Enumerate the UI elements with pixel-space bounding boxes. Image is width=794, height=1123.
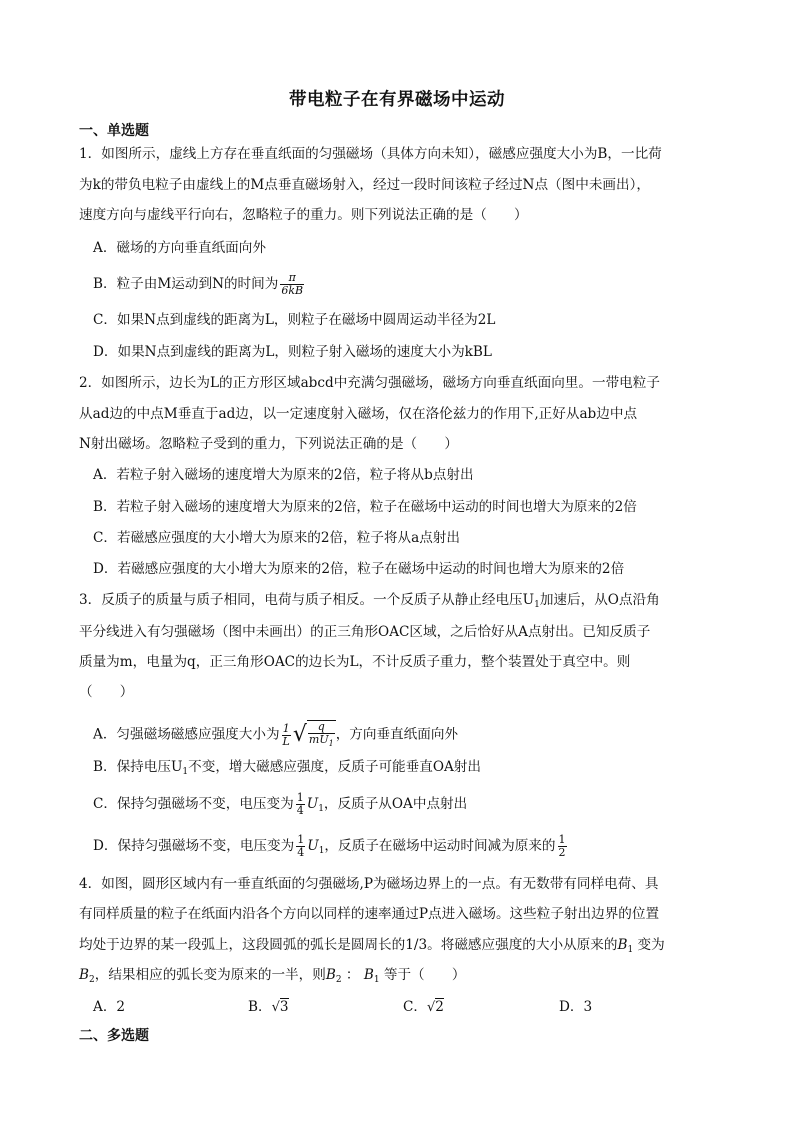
q1-b-denominator: 6kB bbox=[281, 284, 304, 297]
q4-option-a: A．2 bbox=[93, 999, 126, 1015]
q2-line-3: N射出磁场。忽略粒子受到的重力，下列说法正确的是（ ） bbox=[79, 436, 458, 452]
q3-c-text: C．保持匀强磁场不变，电压变为 bbox=[93, 796, 294, 812]
q3-option-a bbox=[93, 720, 458, 750]
q3-a-frac-den: L bbox=[282, 734, 290, 748]
q4-c-value: 2 bbox=[435, 999, 444, 1015]
q4-l4-rest: 等于（ ） bbox=[383, 967, 466, 983]
q4-l4-colon: ： bbox=[345, 967, 360, 983]
q4-l4-mid: ，结果相应的弧长变为原来的一半，则 bbox=[94, 967, 326, 983]
q3-a-sqrt-den: mU bbox=[308, 733, 329, 746]
q3-d-fden: 2 bbox=[558, 846, 566, 859]
q3-d-num: 1 bbox=[297, 833, 305, 846]
q1-option-d: D．如果N点到虚线的距离为L，则粒子射入磁场的速度大小为kBL bbox=[93, 344, 492, 360]
q4-l4-var1: B bbox=[79, 967, 89, 983]
q3-line-1-text: 3．反质子的质量与质子相同，电荷与质子相反。一个反质子从静止经电压U bbox=[79, 592, 535, 608]
q3-c-var: U bbox=[306, 796, 319, 812]
q2-option-d: D．若磁感应强度的大小增大为原来的2倍，粒子在磁场中运动的时间也增大为原来的2倍 bbox=[93, 561, 625, 577]
q4-option-d: D．3 bbox=[559, 999, 593, 1015]
q3-b-text: B．保持电压U bbox=[93, 759, 183, 775]
q4-c-label: C． bbox=[403, 999, 427, 1015]
q4-line-2: 有同样质量的粒子在纸面内沿各个方向以同样的速率通过P点进入磁场。这些粒子射出边界的位置 bbox=[79, 906, 660, 922]
q3-d-text: D．保持匀强磁场不变，电压变为 bbox=[93, 838, 295, 854]
q4-l4-var3: B bbox=[363, 967, 374, 983]
q3-d-var: U bbox=[307, 838, 319, 854]
q4-line-3-text: 均处于边界的某一段弧上，这段圆弧的弧长是圆周长的1/3。将磁感应强度的大小从原来的 bbox=[79, 937, 618, 953]
q4-option-b: B．√3 bbox=[248, 999, 289, 1015]
q4-l4-sub1: 2 bbox=[89, 975, 95, 985]
q3-a-fraction bbox=[282, 723, 291, 748]
q4-line-3-sub: 1 bbox=[627, 945, 634, 955]
q3-option-b bbox=[93, 757, 481, 782]
q1-option-b bbox=[93, 272, 306, 297]
q4-line-4 bbox=[79, 965, 465, 990]
q3-d-fnum: 1 bbox=[558, 833, 566, 846]
q4-l4-var2: B bbox=[325, 967, 336, 983]
q2-line-2: 从ad边的中点M垂直于ad边，以一定速度射入磁场，仅在洛伦兹力的作用下,正好从ab边中点 bbox=[79, 406, 638, 422]
section-multi-choice: 二、多选题 bbox=[79, 1028, 149, 1044]
page-title: 带电粒子在有界磁场中运动 bbox=[289, 90, 505, 110]
q4-l4-sub2: 2 bbox=[335, 975, 342, 985]
q3-option-c bbox=[93, 792, 467, 819]
q1-option-b-fraction bbox=[280, 272, 304, 297]
q3-a-text: A．匀强磁场磁感应强度大小为 bbox=[93, 726, 280, 743]
q3-d-den: 4 bbox=[297, 846, 305, 859]
q1-option-a: A．磁场的方向垂直纸面向外 bbox=[93, 240, 266, 256]
q4-option-c: C．√2 bbox=[403, 999, 444, 1015]
q1-option-b-text: B．粒子由M运动到N的时间为 bbox=[93, 276, 279, 292]
q3-d-fraction bbox=[296, 834, 305, 859]
q2-option-b: B．若粒子射入磁场的速度增大为原来的2倍，粒子在磁场中运动的时间也增大为原来的2倍 bbox=[93, 499, 637, 515]
q3-c-fraction bbox=[296, 792, 305, 817]
q4-line-3-rest: 变为 bbox=[637, 937, 665, 953]
q4-b-value: 3 bbox=[279, 999, 289, 1015]
q4-line-3-var: B bbox=[617, 937, 628, 953]
q1-line-3: 速度方向与虚线平行向右，忽略粒子的重力。则下列说法正确的是（ ） bbox=[79, 207, 528, 223]
q3-d-sub: 1 bbox=[318, 846, 325, 856]
q3-line-1 bbox=[79, 590, 660, 615]
q3-a-rest: ，方向垂直纸面向外 bbox=[335, 726, 459, 743]
q3-c-rest: ，反质子从OA中点射出 bbox=[323, 796, 468, 812]
q3-a-sqrt: √ $\frac{q}{mU_1}$ bbox=[292, 720, 334, 748]
q3-option-d bbox=[93, 834, 569, 861]
q3-a-sqrt-num: q bbox=[308, 721, 335, 734]
q4-l4-sub3: 1 bbox=[373, 975, 380, 985]
q2-option-c: C．若磁感应强度的大小增大为原来的2倍，粒子将从a点射出 bbox=[93, 530, 460, 546]
q3-c-sub: 1 bbox=[318, 804, 324, 814]
q3-b-sub: 1 bbox=[182, 767, 189, 777]
q1-line-2: 为k的带负电粒子由虚线上的M点垂直磁场射入，经过一段时间该粒子经过N点（图中未画出）， bbox=[79, 177, 650, 193]
q2-option-a: A．若粒子射入磁场的速度增大为原来的2倍，粒子将从b点射出 bbox=[93, 467, 474, 483]
q1-b-numerator: π bbox=[280, 272, 304, 285]
section-single-choice: 一、单选题 bbox=[79, 123, 149, 139]
q4-b-label: B． bbox=[248, 999, 272, 1015]
q3-line-3: 质量为m，电量为q，正三角形OAC的边长为L，不计反质子重力，整个装置处于真空中。则 bbox=[79, 654, 631, 670]
q3-d-fraction-2 bbox=[558, 834, 567, 859]
q4-line-3 bbox=[79, 935, 665, 960]
q3-line-4: （ ） bbox=[79, 684, 134, 700]
q3-line-1-rest: 加速后，从O点沿角 bbox=[539, 592, 660, 608]
q3-a-frac-num: 1 bbox=[282, 721, 290, 735]
q3-c-den: 4 bbox=[296, 804, 304, 817]
q3-a-sqrt-sub: 1 bbox=[328, 739, 334, 748]
q4-line-1: 4．如图，圆形区域内有一垂直纸面的匀强磁场,P为磁场边界上的一点。有无数带有同样电荷、具 bbox=[79, 876, 659, 892]
q1-line-1: 1．如图所示，虚线上方存在垂直纸面的匀强磁场（具体方向未知），磁感应强度大小为B，一比荷 bbox=[79, 146, 662, 162]
q1-option-c: C．如果N点到虚线的距离为L，则粒子在磁场中圆周运动半径为2L bbox=[93, 312, 496, 328]
q3-line-1-sub: 1 bbox=[534, 600, 540, 610]
q2-line-1: 2．如图所示，边长为L的正方形区域abcd中充满匀强磁场，磁场方向垂直纸面向里。一带电粒子 bbox=[79, 375, 660, 391]
q3-b-rest: 不变，增大磁感应强度，反质子可能垂直OA射出 bbox=[188, 759, 481, 775]
q3-line-2: 平分线进入有匀强磁场（图中未画出）的正三角形OAC区域，之后恰好从A点射出。已知反质子 bbox=[79, 624, 651, 640]
q3-d-mid: ，反质子在磁场中运动时间减为原来的 bbox=[324, 838, 556, 854]
q3-c-num: 1 bbox=[296, 791, 304, 804]
